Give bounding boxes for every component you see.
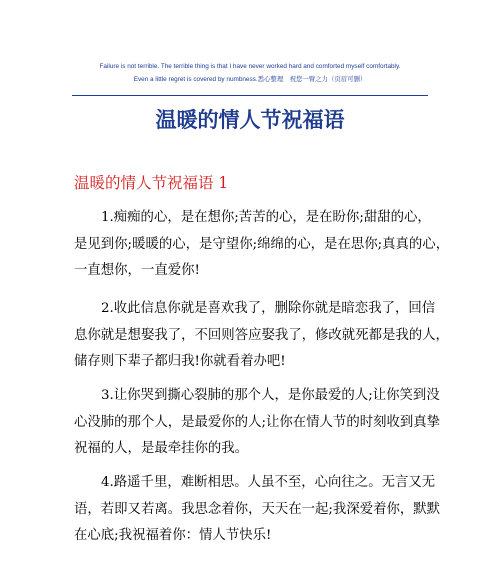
header-quote-english: Even a little regret is covered by numbness. (133, 76, 258, 83)
paragraph-line: 2.收此信息你就是喜欢我了，删除你就是暗恋我了，回信 (101, 301, 436, 316)
paragraph-line: 一直想你，一直爱你! (74, 263, 200, 278)
paragraph-line: 心没肺的那个人，是最爱你的人;让你在情人节的时刻收到真挚 (74, 414, 441, 430)
paragraph-line: 祝福的人，是最牵挂你的我。 (74, 441, 249, 456)
paragraph-line: 息你就是想娶我了，不回则答应娶我了，修改就死都是我的人， (74, 327, 449, 343)
header-note-chinese: 悉心整理 祝您一臂之力（页眉可删） (257, 75, 367, 83)
paragraph-line: 3.让你哭到撕心裂肺的那个人，是你最爱的人;让你笑到没 (101, 388, 440, 403)
header-quote-line-1: Failure is not terrible. The terrible thing is that I have never worked hard and comforted myself comfortably. (99, 63, 401, 70)
paragraph-4 (74, 470, 441, 550)
paragraph-line: 在心底;我祝福着你：情人节快乐! (74, 528, 272, 543)
paragraph-line: 是见到你;暖暖的心，是守望你;绵绵的心，是在思你;真真的心， (74, 236, 450, 252)
document-title: 温暖的情人节祝福语 (155, 108, 345, 132)
section-heading: 温暖的情人节祝福语 1 (74, 174, 229, 192)
paragraph-line: 4.路遥千里，难断相思。人虽不至，心向往之。无言又无 (101, 475, 436, 490)
header-quote-line-2 (72, 73, 428, 86)
paragraph-2 (74, 296, 449, 376)
paragraph-line: 语，若即又若离。我思念着你，天天在一起;我深爱着你，默默 (74, 501, 441, 517)
page-header (72, 60, 428, 86)
header-divider (72, 95, 428, 96)
paragraph-3 (74, 383, 441, 463)
paragraph-line: 储存则下辈子都归我!你就看着办吧! (74, 354, 286, 369)
paragraph-line: 1.痴痴的心，是在想你;苦苦的心，是在盼你;甜甜的心， (101, 210, 431, 225)
page-bottom-fade (0, 548, 500, 566)
paragraph-1 (74, 205, 450, 285)
